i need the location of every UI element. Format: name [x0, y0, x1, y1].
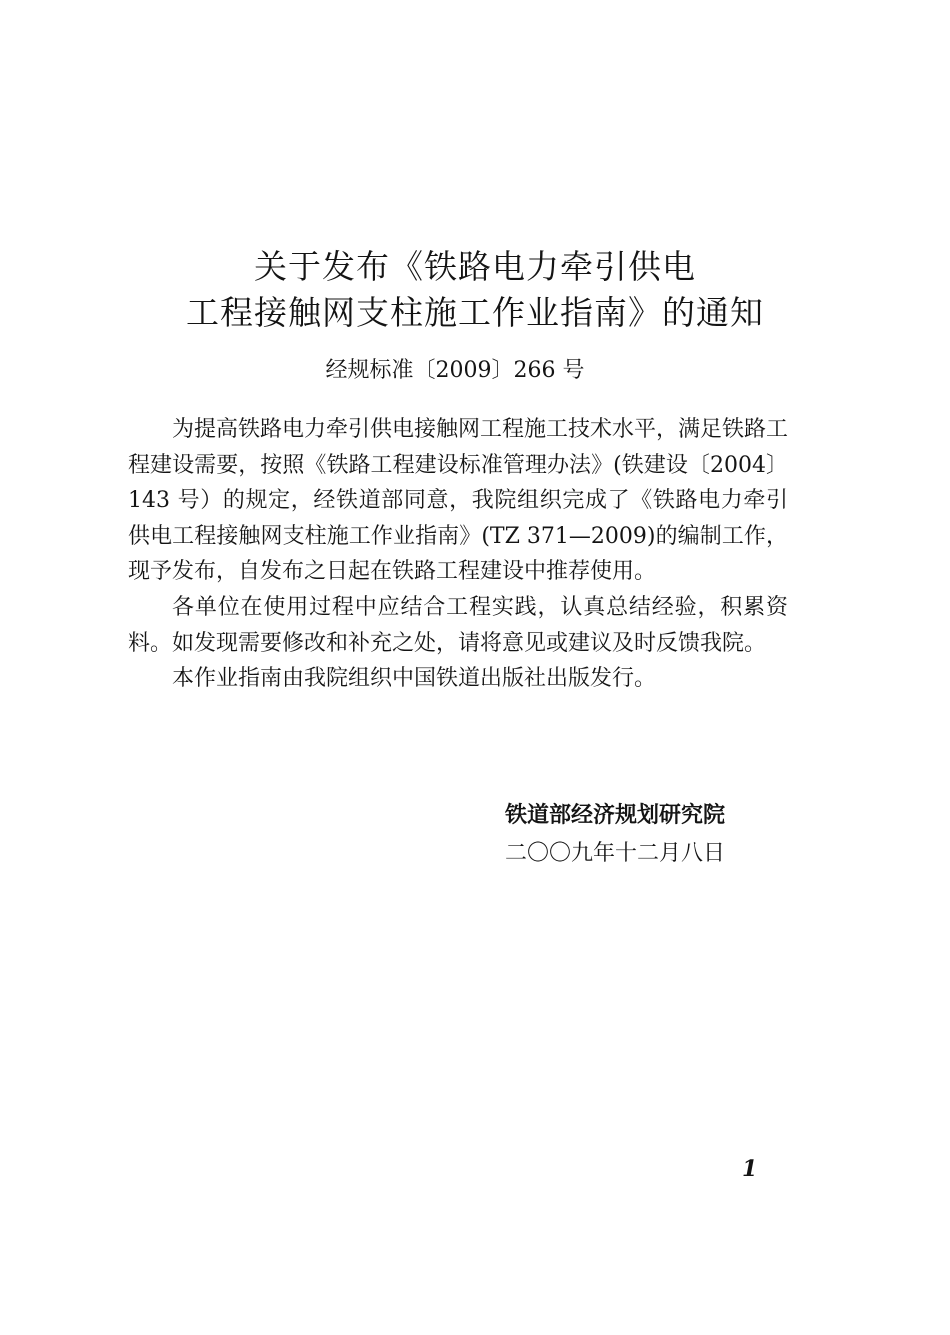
notice-title-line-1: 关于发布《铁路电力牵引供电 — [254, 247, 696, 286]
issuing-organization: 铁道部经济规划研究院 — [505, 802, 726, 828]
notice-title-line-2: 工程接触网支柱施工作业指南》的通知 — [186, 293, 764, 332]
body-paragraph-2: 各单位在使用过程中应结合工程实践，认真总结经验，积累资料。如发现需要修改和补充之处，请将意见或建议及时反馈我院。 — [128, 594, 788, 656]
issue-date: 二〇〇九年十二月八日 — [505, 841, 726, 866]
body-paragraph-3: 本作业指南由我院组织中国铁道出版社出版发行。 — [172, 666, 657, 692]
document-number: 经规标准〔2009〕266 号 — [325, 358, 585, 383]
body-paragraph-1: 为提高铁路电力牵引供电接触网工程施工技术水平，满足铁路工程建设需要，按照《铁路工程建设标准管理办法》(铁建设〔2004〕143 号）的规定，经铁道部同意，我院组织完成了《铁路电力牵引供电工程接触网支柱施工作业指南》(TZ 371—2009)的编制工作，现予发布，自发布之日起在铁路工程建设中推荐使用。 — [128, 417, 789, 585]
notice-body — [128, 412, 788, 697]
page-number: 1 — [742, 1156, 758, 1182]
